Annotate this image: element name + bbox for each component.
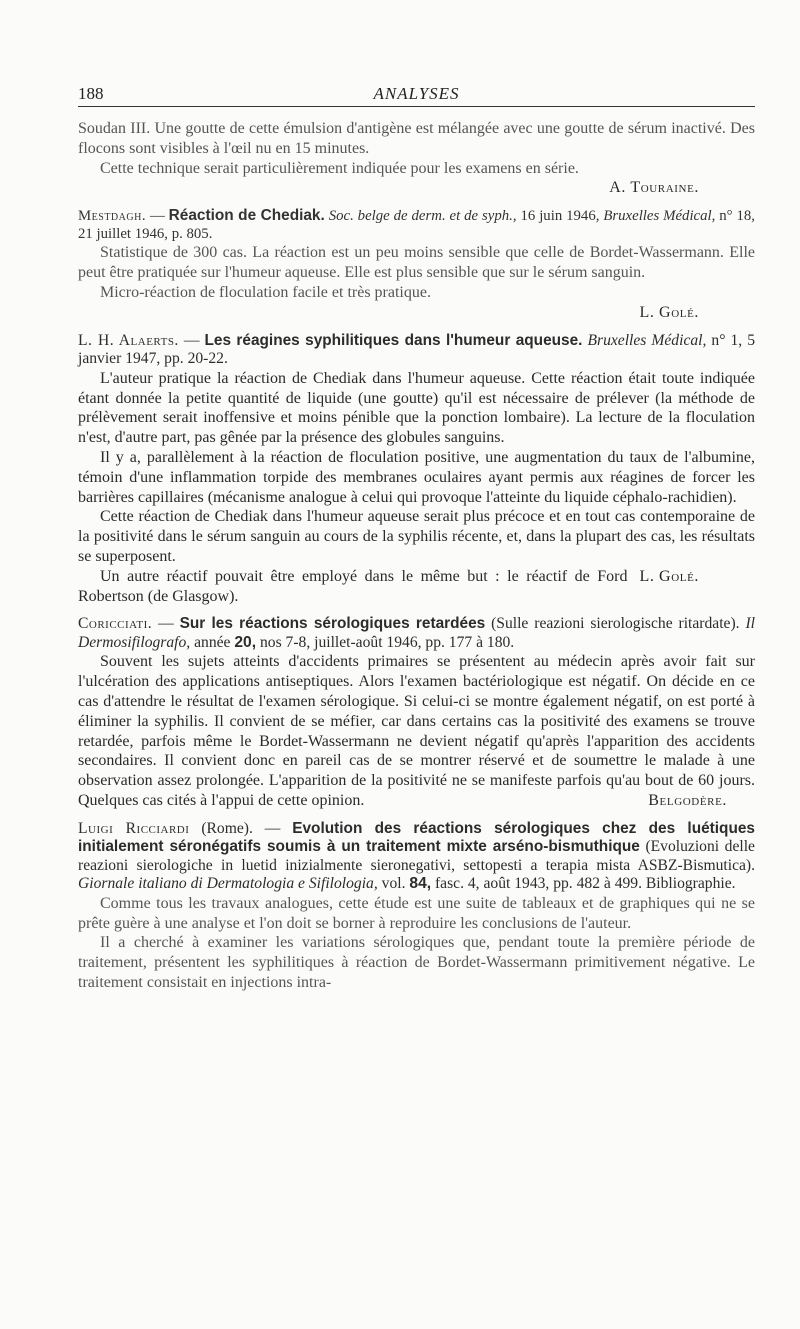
original-title: (Evoluzioni delle reazioni sierologiche in luetid inizialmente sieronegativi, settopesti a terapia mista ASBZ-Bismutica). xyxy=(78,838,755,874)
signature: A. Touraine. xyxy=(609,179,699,197)
paragraph: Il y a, parallèlement à la réaction de floculation positive, une augmentation du taux de l'albumine, témoin d'une inflammation torpide des membranes oculaires ayant permis aux réagines de forcer les barrières capillaires (mécanisme analogue à celui qui provoque l'atteinte du liquide céphalo-rachidien). xyxy=(78,448,755,506)
signature: L. Golé. xyxy=(639,567,699,585)
volume: 20, xyxy=(234,633,257,651)
document-page xyxy=(78,82,755,1002)
journal: Il Dermosifilografo, xyxy=(78,615,755,651)
signature: L. Golé. xyxy=(639,303,699,321)
article-heading xyxy=(78,820,755,894)
article-mestdagh xyxy=(78,207,755,322)
article-title: Evolution des réactions sérologiques chez des luétiques initialement séronégatifs soumis à un traitement mixte arséno-bismuthique xyxy=(78,819,755,856)
paragraph: Souvent les sujets atteints d'accidents primaires se présentent au médecin après avoir fait sur l'ulcération des applications antiseptiques. Alors l'examen bactériologique est négatif. On décide en ce cas d'attendre le résultat de l'examen sérologique. Si celui-ci se montre également négatif, on est porté à éliminer la syphilis. Il convient de se méfier, car dans certains cas la positivité des examens se trouve retardée, parfois même le Bordet-Wassermann ne devient négatif qu'après l'apparition des accidents secondaires. Il convient donc en pareil cas de se montrer réservé et de soumettre le malade à une observation assez prolongée. L'apparition de la positivité ne se manifeste parfois qu'au bout de 60 jours. Quelques cas cités à l'appui de cette opinion. xyxy=(78,653,755,809)
article-heading: Mestdagh. — Réaction de Chediak. Soc. belge de derm. et de syph., 16 juin 1946, Bruxelles Médical, n° 18, 21 juillet 1946, p. 805. xyxy=(78,207,755,243)
author: Mestdagh. xyxy=(78,208,147,225)
paragraph-with-signature xyxy=(78,567,755,607)
page-number: 188 xyxy=(78,84,104,103)
running-head xyxy=(78,82,755,107)
paragraph: L'auteur pratique la réaction de Chediak dans l'humeur aqueuse. Cette réaction était toute indiquée étant donnée la petite quantité de liquide (une goutte) qu'il est nécessaire de prélever (la méthode de prélèvement serait inoffensive et moins pénible que la ponction lombaire). La lecture de la floculation n'est, d'autre part, pas gênée par la présence des globules sanguins. xyxy=(78,369,755,447)
paragraph: Comme tous les travaux analogues, cette étude est une suite de tableaux et de graphiques qui ne se prête guère à une analyse et l'on doit se borner à reproduire les conclusions de l'auteur. xyxy=(78,894,755,932)
article-ricciardi xyxy=(78,820,755,993)
signature: Belgodère. xyxy=(648,791,727,809)
citation: fasc. 4, août 1943, pp. 482 à 499. Bibliographie. xyxy=(434,875,736,893)
journal: Soc. belge de derm. et de syph., xyxy=(328,208,517,225)
author-place: (Rome). — xyxy=(201,819,281,837)
author: Coricciati. xyxy=(78,615,153,633)
article-coricciati xyxy=(78,615,755,810)
paragraph: Soudan III. Une goutte de cette émulsion d'antigène est mélangée avec une goutte de sérum inactivé. Des flocons sont visibles à l'œil nu en 15 minutes. xyxy=(78,120,755,157)
article-title: Les réagines syphilitiques dans l'humeur aqueuse. xyxy=(204,331,583,349)
article-continuation xyxy=(78,119,755,198)
article-alaerts xyxy=(78,332,755,607)
author: Luigi Ricciardi xyxy=(78,819,190,837)
citation: n° 18, 21 juillet 1946, p. 805. xyxy=(78,208,755,243)
citation: 16 juin 1946, xyxy=(520,208,600,225)
article-heading: Coricciati. — Sur les réactions sérologiques retardées (Sulle reazioni sierologische ritardate). Il Dermosifilografo, année 20, nos 7-8, juillet-août 1946, pp. 177 à 180. xyxy=(78,615,755,651)
section-title: ANALYSES xyxy=(373,84,460,103)
year-label: année xyxy=(194,633,231,651)
article-heading: L. H. Alaerts. — Les réagines syphilitiques dans l'humeur aqueuse. Bruxelles Médical, n° 1, 5 janvier 1947, pp. 20-22. xyxy=(78,331,756,368)
paragraph: Un autre réactif pouvait être employé dans le même but : le réactif de Ford Robertson (de Glasgow). xyxy=(78,567,628,605)
volume: 84, xyxy=(409,875,432,893)
journal: Bruxelles Médical, xyxy=(587,331,707,349)
author: L. H. Alaerts. xyxy=(78,331,179,349)
paragraph: Il a cherché à examiner les variations sérologiques que, pendant toute la première période de traitement, présentent les syphilitiques à réaction de Bordet-Wassermann primitivement négative. Le traitement consistait en injections intra- xyxy=(78,934,755,991)
paragraph-with-signature xyxy=(78,652,755,810)
volume-label: vol. xyxy=(381,875,406,893)
article-title: Sur les réactions sérologiques retardées xyxy=(179,615,486,633)
journal: Giornale italiano di Dermatologia e Sifilologia, xyxy=(78,875,378,893)
journal: Bruxelles Médical, xyxy=(603,208,716,225)
paragraph: Cette technique serait particulièrement indiquée pour les examens en série. xyxy=(100,159,579,177)
citation: nos 7-8, juillet-août 1946, pp. 177 à 180. xyxy=(259,633,515,651)
article-title: Réaction de Chediak. xyxy=(168,207,325,225)
citation: n° 1, 5 janvier 1947, pp. 20-22. xyxy=(78,331,756,368)
paragraph: Micro-réaction de floculation facile et très pratique. xyxy=(100,283,431,301)
paragraph: Statistique de 300 cas. La réaction est un peu moins sensible que celle de Bordet-Wassermann. Elle peut être pratiquée sur l'humeur aqueuse. Elle est plus sensible que sur le sérum sanguin. xyxy=(78,244,755,282)
original-title: (Sulle reazioni sierologische ritardate). xyxy=(491,615,740,633)
paragraph: Cette réaction de Chediak dans l'humeur aqueuse serait plus précoce et en tout cas contemporaine de la positivité dans le sérum sanguin au cours de la syphilis récente, et, dans la plupart des cas, les résultats se superposent. xyxy=(78,508,755,565)
